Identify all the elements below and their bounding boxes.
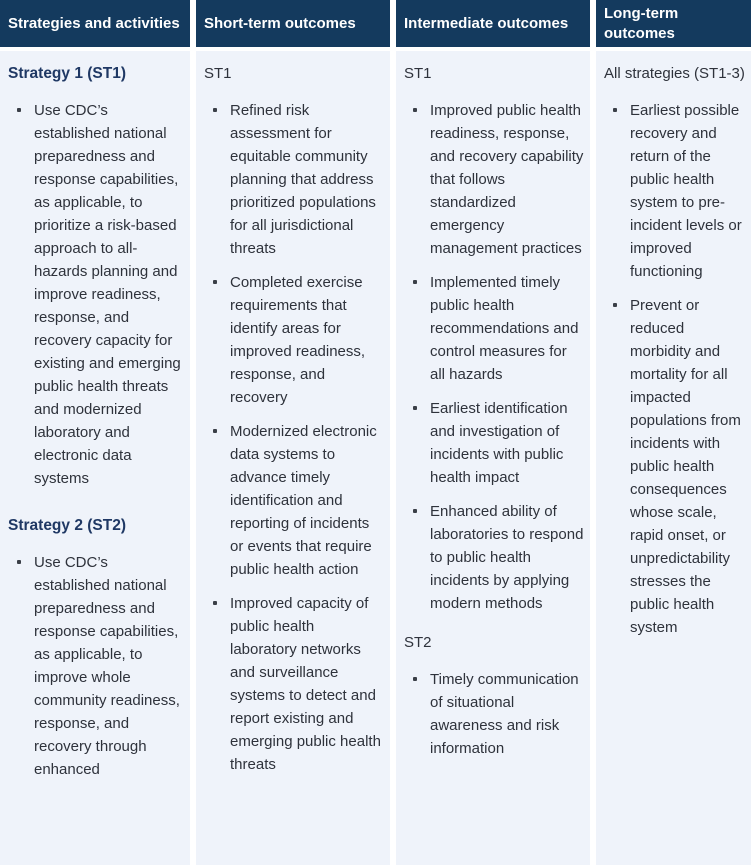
column-header-short-term-outcomes (196, 0, 390, 47)
strategy-2-heading: Strategy 2 (ST2) (8, 517, 127, 534)
bullet-item: Use CDC’s established national preparedness and response capabilities, as applicable, to prioritize a risk-based approach to all-hazards planning and improve readiness, response, and recovery capacity for existing and emerging public health threats and modernized laboratory and electronic data systems (8, 99, 184, 490)
column-header-strategies-and-activities (0, 0, 190, 47)
bullet-list (404, 668, 584, 760)
bullet-list (8, 99, 184, 490)
bullet-list (404, 99, 584, 615)
bullet-list (204, 99, 384, 776)
bullet-item: Implemented timely public health recommendations and control measures for all hazards (404, 271, 584, 386)
column-header-long-term-outcomes (596, 0, 751, 47)
bullet-list (8, 551, 184, 781)
bullet-item: Timely communication of situational awareness and risk information (404, 668, 584, 760)
bullet-item: Earliest possible recovery and return of the public health system to pre-incident levels or improved functioning (604, 99, 745, 283)
column-header-label: Short-term outcomes (204, 14, 356, 32)
column-header-intermediate-outcomes (396, 0, 590, 47)
bullet-item: Improved capacity of public health laboratory networks and surveillance systems to detect and report existing and emerging public health threats (204, 592, 384, 776)
column-header-label: Intermediate outcomes (404, 14, 569, 32)
column-strategies-and-activities (0, 51, 190, 865)
bullet-item: Modernized electronic data systems to advance timely identification and reporting of incidents or events that require public health action (204, 420, 384, 581)
bullet-item: Use CDC’s established national preparedness and response capabilities, as applicable, to improve whole community readiness, response, and recovery through enhanced (8, 551, 184, 781)
column-intermediate-outcomes (396, 51, 590, 865)
st1-label-intermediate: ST1 (404, 65, 432, 82)
bullet-item: Completed exercise requirements that identify areas for improved readiness, response, and recovery (204, 271, 384, 409)
bullet-item: Earliest identification and investigation of incidents with public health impact (404, 397, 584, 489)
bullet-item: Prevent or reduced morbidity and mortality for all impacted populations from incidents with public health consequences whose scale, rapid onset, or unpredictability stresses the public health system (604, 294, 745, 639)
st2-label-intermediate: ST2 (404, 634, 432, 651)
bullet-item: Refined risk assessment for equitable community planning that address prioritized populations for all jurisdictional threats (204, 99, 384, 260)
column-header-label: Long-term outcomes (604, 4, 679, 42)
column-header-label: Strategies and activities (8, 14, 180, 32)
all-strategies-label: All strategies (ST1-3) (604, 65, 745, 82)
bullet-item: Enhanced ability of laboratories to respond to public health incidents by applying modern methods (404, 500, 584, 615)
st1-label-short-term: ST1 (204, 65, 232, 82)
bullet-list (604, 99, 745, 639)
column-short-term-outcomes (196, 51, 390, 865)
bullet-item: Improved public health readiness, response, and recovery capability that follows standardized emergency management practices (404, 99, 584, 260)
column-long-term-outcomes (596, 51, 751, 865)
strategy-1-heading: Strategy 1 (ST1) (8, 65, 127, 82)
